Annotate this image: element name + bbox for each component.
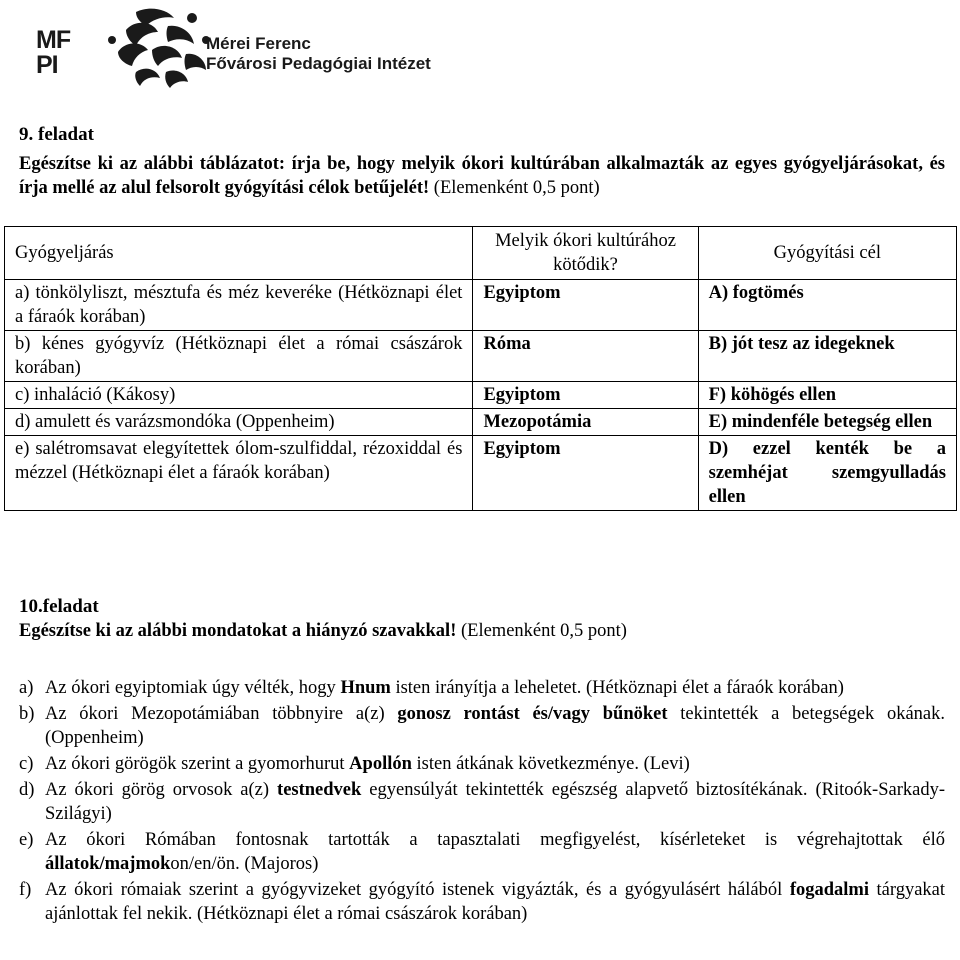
- procedure-cell: c) inhaláció (Kákosy): [5, 382, 473, 409]
- procedure-cell: d) amulett és varázsmondóka (Oppenheim): [5, 409, 473, 436]
- item-label: f): [19, 880, 32, 900]
- item-label: d): [19, 780, 35, 800]
- goal-cell: B) jót tesz az idegeknek: [698, 331, 956, 382]
- sentence-text: Az ókori egyiptomiak úgy vélték, hogy: [45, 678, 341, 698]
- list-item: [19, 828, 945, 876]
- sentence-text: egyensúlyát tekintették egészség alapvető biztosítékának. (Ritoók-Sarkady-Szilágyi): [45, 780, 945, 824]
- culture-cell: Mezopotámia: [473, 409, 698, 436]
- logo-mark-icon: [96, 6, 222, 90]
- sentence-text: Az ókori rómaiak szerint a gyógyvizeket gyógyító istenek vigyázták, és a gyógyulásért hálából: [45, 880, 790, 900]
- organization-name: [206, 34, 431, 74]
- sentence-text: on/en/ön. (Majoros): [170, 854, 319, 874]
- culture-cell: Egyiptom: [473, 382, 698, 409]
- item-label: a): [19, 678, 34, 698]
- sentence-text: Az ókori görögök szerint a gyomorhurut: [45, 754, 350, 774]
- task10-instruction: [19, 621, 627, 642]
- table-row: [5, 436, 957, 511]
- list-item: [19, 878, 945, 926]
- sentence-text: Az ókori Mezopotámiában többnyire a(z): [45, 704, 398, 724]
- answer-text: Apollón: [349, 754, 412, 774]
- procedure-cell: e) salétromsavat elegyítettek ólom-szulfiddal, rézoxiddal és mézzel (Hétköznapi élet a fáraók korában): [5, 436, 473, 511]
- logo-abbreviation: [36, 28, 70, 78]
- sentence-text: Az ókori görög orvosok a(z): [45, 780, 278, 800]
- list-item: [19, 778, 945, 826]
- sentence-text: Az ókori Rómában fontosnak tartották a tapasztalati megfigyelést, kísérleteket is végrehajtottak élő: [45, 830, 945, 850]
- table-header-row: [5, 227, 957, 280]
- org-name-line1: Mérei Ferenc: [206, 34, 311, 53]
- answer-text: gonosz rontást és/vagy bűnöket: [397, 704, 668, 724]
- page-header: [36, 6, 636, 90]
- list-item: [19, 676, 945, 700]
- goal-cell: E) mindenféle betegség ellen: [698, 409, 956, 436]
- list-item: [19, 702, 945, 750]
- task9-instruction: [19, 152, 945, 200]
- item-label: c): [19, 754, 34, 774]
- list-item: [19, 752, 945, 776]
- sentence-list: [19, 676, 945, 928]
- table-row: [5, 409, 957, 436]
- item-label: b): [19, 704, 35, 724]
- procedure-cell: a) tönkölyliszt, mésztufa és méz keveréke (Hétköznapi élet a fáraók korában): [5, 280, 473, 331]
- table-row: [5, 382, 957, 409]
- sentence-text: isten irányítja a leheletet. (Hétköznapi élet a fáraók korában): [390, 678, 844, 698]
- task9-instruction-text: Egészítse ki az alábbi táblázatot: írja be, hogy melyik ókori kultúrában alkalmazták az egyes gyógyeljárásokat, és írja mellé az alul felsorolt gyógyítási célok betűjelét!: [19, 154, 945, 198]
- goal-cell: A) fogtömés: [698, 280, 956, 331]
- header-goal: Gyógyítási cél: [698, 227, 956, 280]
- answer-text: fogadalmi: [789, 880, 869, 900]
- culture-cell: Egyiptom: [473, 280, 698, 331]
- header-culture: Melyik ókori kultúrához kötődik?: [473, 227, 698, 280]
- header-procedure: Gyógyeljárás: [5, 227, 473, 280]
- task9-points: (Elemenként 0,5 pont): [429, 178, 600, 198]
- culture-cell: Egyiptom: [473, 436, 698, 511]
- logo-abbr-bottom: PI: [36, 51, 58, 79]
- answer-text: állatok/majmok: [45, 854, 171, 874]
- answer-text: Hnum: [340, 678, 391, 698]
- table-row: [5, 280, 957, 331]
- answer-text: testnedvek: [277, 780, 362, 800]
- culture-cell: Róma: [473, 331, 698, 382]
- sentence-text: tekintették a betegségek okának. (Oppenheim): [45, 704, 945, 748]
- goal-cell: D) ezzel kenték be a szemhéjat szemgyulladás ellen: [698, 436, 956, 511]
- task9-title: 9. feladat: [19, 124, 94, 145]
- goal-cell: F) köhögés ellen: [698, 382, 956, 409]
- task10-instruction-text: Egészítse ki az alábbi mondatokat a hiányzó szavakkal!: [19, 621, 457, 641]
- procedure-cell: b) kénes gyógyvíz (Hétköznapi élet a római császárok korában): [5, 331, 473, 382]
- table-row: [5, 331, 957, 382]
- task10-title: 10.feladat: [19, 596, 99, 617]
- task10-points: (Elemenként 0,5 pont): [456, 621, 627, 641]
- procedures-table: [4, 226, 957, 511]
- item-label: e): [19, 830, 34, 850]
- sentence-text: tárgyakat ajánlottak fel nekik. (Hétköznapi élet a római császárok korában): [45, 880, 945, 924]
- sentence-text: isten átkának következménye. (Levi): [411, 754, 690, 774]
- org-name-line2: Fővárosi Pedagógiai Intézet: [206, 54, 431, 73]
- logo-abbr-top: MF: [36, 26, 71, 54]
